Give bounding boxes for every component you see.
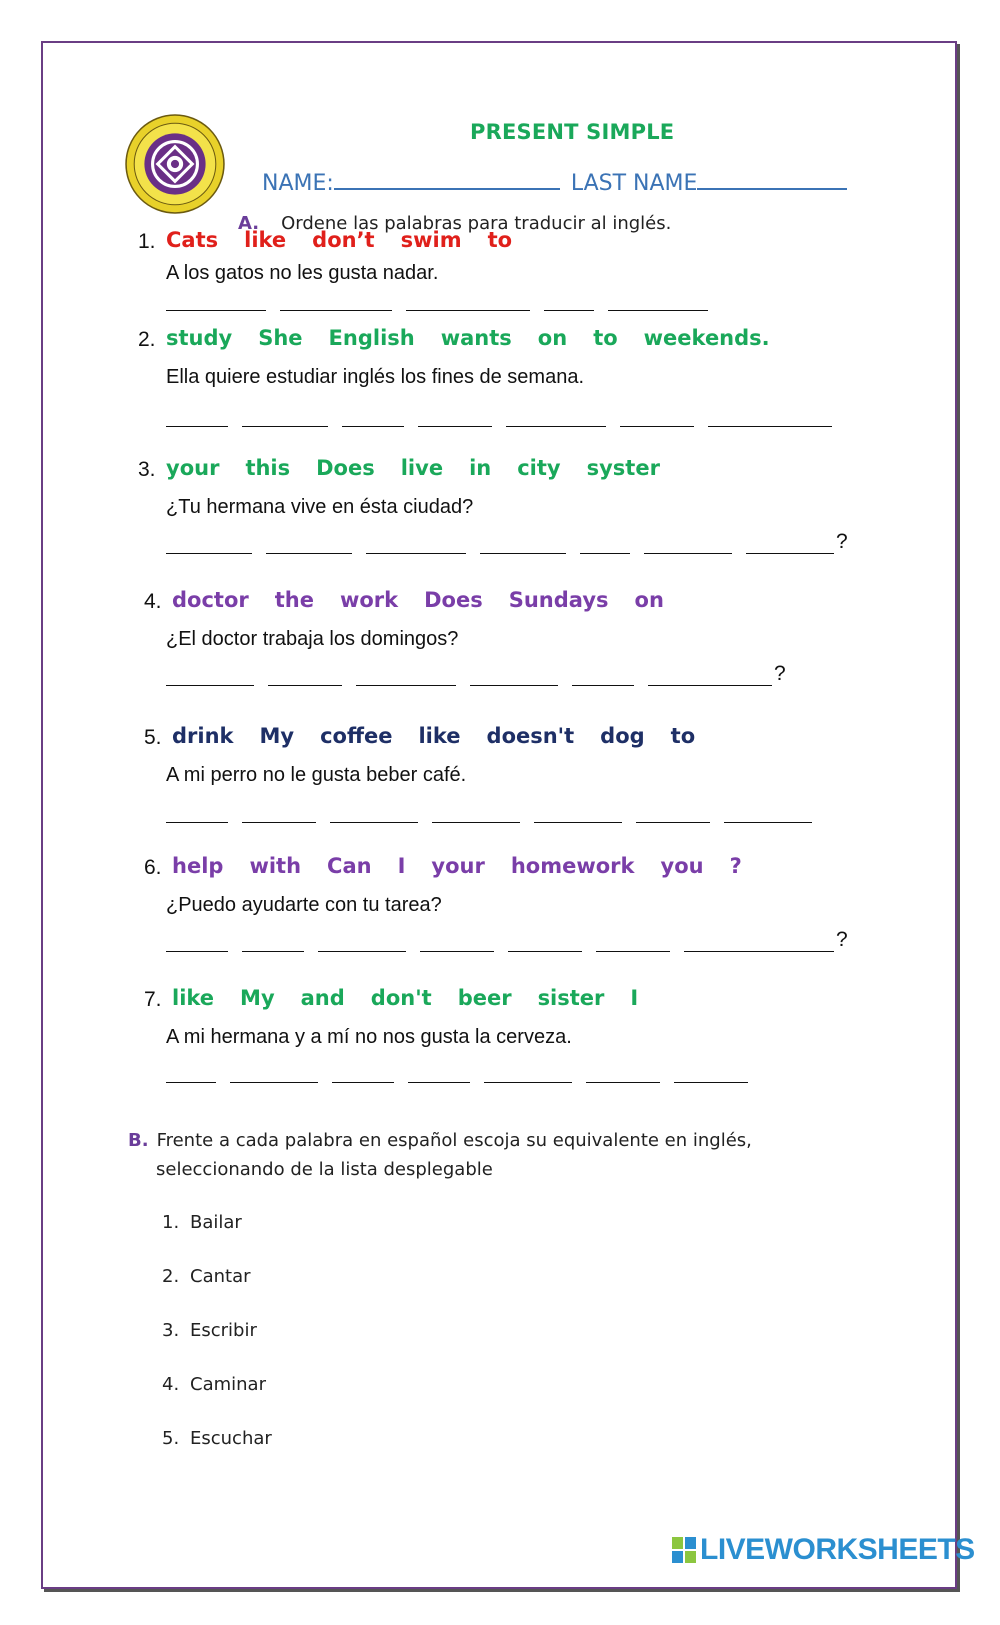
- answer-blank-input[interactable]: [484, 1062, 572, 1083]
- scrambled-words: [166, 456, 686, 480]
- answer-blanks: [166, 530, 848, 554]
- scrambled-words: [166, 326, 796, 350]
- scrambled-word: drink: [172, 724, 234, 748]
- answer-blank-input[interactable]: [596, 931, 670, 952]
- scrambled-words: [172, 854, 768, 878]
- answer-blank-input[interactable]: [608, 290, 708, 311]
- scrambled-words: [166, 228, 538, 252]
- answer-blank-input[interactable]: [544, 290, 594, 311]
- item-number: 5.: [144, 726, 162, 749]
- answer-blank-input[interactable]: [166, 406, 228, 427]
- answer-blank-input[interactable]: [166, 533, 252, 554]
- scrambled-word: like: [244, 228, 287, 252]
- answer-blanks: [166, 1062, 762, 1086]
- scrambled-word: My: [240, 986, 275, 1010]
- name-input[interactable]: [334, 166, 560, 190]
- scrambled-word: don't: [370, 986, 432, 1010]
- answer-blank-input[interactable]: [356, 665, 456, 686]
- answer-blank-input[interactable]: [166, 931, 228, 952]
- answer-blanks: [166, 802, 826, 826]
- answer-blank-input[interactable]: [432, 802, 520, 823]
- answer-blank-input[interactable]: [534, 802, 622, 823]
- scrambled-word: your: [166, 456, 220, 480]
- spanish-translation: A mi hermana y a mí no nos gusta la cerveza.: [166, 1026, 572, 1048]
- vocab-word: Cantar: [190, 1266, 251, 1287]
- scrambled-word: beer: [457, 986, 512, 1010]
- item-number: 2.: [138, 328, 156, 351]
- section-b-text-line2: seleccionando de la lista desplegable: [156, 1159, 493, 1180]
- answer-blank-input[interactable]: [580, 533, 630, 554]
- last-name-input[interactable]: [697, 166, 847, 190]
- item-number: 6.: [144, 856, 162, 879]
- answer-blanks: [166, 406, 846, 430]
- spanish-translation: ¿Tu hermana vive en ésta ciudad?: [166, 496, 474, 518]
- answer-blank-input[interactable]: [648, 665, 772, 686]
- section-a-letter: A.: [238, 213, 260, 234]
- scrambled-word: with: [249, 854, 302, 878]
- answer-blank-input[interactable]: [280, 290, 392, 311]
- answer-blank-input[interactable]: [406, 290, 530, 311]
- answer-blank-input[interactable]: [366, 533, 466, 554]
- name-row: [262, 166, 847, 196]
- scrambled-word: in: [469, 456, 492, 480]
- scrambled-word: on: [634, 588, 664, 612]
- scrambled-word: to: [670, 724, 696, 748]
- scrambled-word: swim: [400, 228, 462, 252]
- answer-blank-input[interactable]: [166, 1062, 216, 1083]
- scrambled-word: dog: [600, 724, 645, 748]
- scrambled-word: I: [630, 986, 639, 1010]
- answer-blank-input[interactable]: [418, 406, 492, 427]
- answer-blanks: [166, 662, 786, 686]
- scrambled-word: Cats: [166, 228, 219, 252]
- scrambled-word: sister: [537, 986, 605, 1010]
- vocab-item: [162, 1320, 257, 1341]
- answer-blank-input[interactable]: [318, 931, 406, 952]
- scrambled-word: to: [593, 326, 618, 350]
- item-number: 4.: [144, 590, 162, 613]
- scrambled-word: Can: [327, 854, 372, 878]
- answer-blank-input[interactable]: [332, 1062, 394, 1083]
- answer-blank-input[interactable]: [166, 665, 254, 686]
- scrambled-word: to: [487, 228, 513, 252]
- vocab-item: [162, 1212, 242, 1233]
- answer-blank-input[interactable]: [508, 931, 582, 952]
- scrambled-word: like: [172, 986, 215, 1010]
- scrambled-word: doctor: [172, 588, 249, 612]
- vocab-word: Escribir: [190, 1320, 257, 1341]
- scrambled-word: the: [274, 588, 314, 612]
- answer-blank-input[interactable]: [408, 1062, 470, 1083]
- scrambled-word: ?: [729, 854, 742, 878]
- answer-blank-input[interactable]: [266, 533, 352, 554]
- vocab-number: 4.: [162, 1374, 180, 1395]
- item-number: 3.: [138, 458, 156, 481]
- scrambled-word: this: [245, 456, 291, 480]
- spanish-translation: A mi perro no le gusta beber café.: [166, 764, 467, 786]
- answer-blank-input[interactable]: [166, 290, 266, 311]
- liveworksheets-footer: [672, 1532, 975, 1568]
- vocab-word: Bailar: [190, 1212, 242, 1233]
- item-number: 7.: [144, 988, 162, 1011]
- answer-blank-input[interactable]: [708, 406, 832, 427]
- answer-blanks: [166, 928, 848, 952]
- answer-blank-input[interactable]: [242, 931, 304, 952]
- answer-blank-input[interactable]: [330, 802, 418, 823]
- answer-blank-input[interactable]: [586, 1062, 660, 1083]
- scrambled-words: [172, 724, 721, 748]
- last-name-label: LAST NAME: [570, 171, 698, 196]
- answer-blank-input[interactable]: [674, 1062, 748, 1083]
- vocab-word: Escuchar: [190, 1428, 272, 1449]
- answer-blank-input[interactable]: [572, 665, 634, 686]
- scrambled-word: homework: [510, 854, 635, 878]
- answer-blank-input[interactable]: [506, 406, 606, 427]
- scrambled-words: [172, 986, 664, 1010]
- question-mark: ?: [774, 662, 786, 685]
- scrambled-word: study: [166, 326, 233, 350]
- school-seal-logo: [124, 113, 226, 215]
- scrambled-word: doesn't: [486, 724, 575, 748]
- scrambled-word: live: [400, 456, 444, 480]
- scrambled-word: Does: [316, 456, 375, 480]
- scrambled-word: I: [397, 854, 406, 878]
- question-mark: ?: [836, 928, 848, 951]
- scrambled-word: English: [328, 326, 415, 350]
- vocab-item: [162, 1428, 272, 1449]
- scrambled-word: like: [418, 724, 461, 748]
- scrambled-word: on: [537, 326, 568, 350]
- vocab-item: [162, 1266, 251, 1287]
- answer-blank-input[interactable]: [470, 665, 558, 686]
- section-b-text-line1: Frente a cada palabra en español escoja su equivalente en inglés,: [156, 1130, 752, 1151]
- scrambled-word: and: [300, 986, 345, 1010]
- answer-blank-input[interactable]: [636, 802, 710, 823]
- spanish-translation: A los gatos no les gusta nadar.: [166, 262, 439, 284]
- answer-blank-input[interactable]: [242, 802, 316, 823]
- scrambled-word: syster: [586, 456, 660, 480]
- spanish-translation: ¿Puedo ayudarte con tu tarea?: [166, 894, 442, 916]
- scrambled-word: don’t: [312, 228, 375, 252]
- answer-blank-input[interactable]: [644, 533, 732, 554]
- section-a-text: Ordene las palabras para traducir al inglés.: [281, 213, 672, 234]
- scrambled-word: She: [258, 326, 303, 350]
- worksheet-title: PRESENT SIMPLE: [470, 120, 675, 144]
- item-number: 1.: [138, 230, 156, 253]
- answer-blank-input[interactable]: [268, 665, 342, 686]
- spanish-translation: ¿El doctor trabaja los domingos?: [166, 628, 459, 650]
- scrambled-word: your: [431, 854, 485, 878]
- answer-blank-input[interactable]: [684, 931, 834, 952]
- scrambled-word: help: [172, 854, 224, 878]
- scrambled-word: you: [660, 854, 704, 878]
- vocab-word: Caminar: [190, 1374, 266, 1395]
- spanish-translation: Ella quiere estudiar inglés los fines de semana.: [166, 366, 585, 388]
- scrambled-word: Sundays: [508, 588, 609, 612]
- name-label: NAME:: [262, 171, 334, 196]
- vocab-number: 5.: [162, 1428, 180, 1449]
- scrambled-word: weekends.: [643, 326, 770, 350]
- section-b-instruction: [128, 1126, 752, 1184]
- answer-blank-input[interactable]: [230, 1062, 318, 1083]
- scrambled-word: coffee: [320, 724, 393, 748]
- vocab-number: 1.: [162, 1212, 180, 1233]
- scrambled-word: My: [259, 724, 295, 748]
- answer-blank-input[interactable]: [724, 802, 812, 823]
- answer-blank-input[interactable]: [420, 931, 494, 952]
- answer-blank-input[interactable]: [342, 406, 404, 427]
- vocab-number: 3.: [162, 1320, 180, 1341]
- vocab-number: 2.: [162, 1266, 180, 1287]
- section-b-letter: B.: [128, 1130, 149, 1151]
- question-mark: ?: [836, 530, 848, 553]
- vocab-item: [162, 1374, 266, 1395]
- scrambled-word: Does: [424, 588, 483, 612]
- scrambled-word: work: [339, 588, 399, 612]
- liveworksheets-brand: LIVEWORKSHEETS: [700, 1533, 975, 1566]
- liveworksheets-logo-icon: [672, 1537, 696, 1563]
- answer-blank-input[interactable]: [620, 406, 694, 427]
- answer-blank-input[interactable]: [242, 406, 328, 427]
- answer-blank-input[interactable]: [166, 802, 228, 823]
- answer-blank-input[interactable]: [480, 533, 566, 554]
- answer-blank-input[interactable]: [746, 533, 834, 554]
- answer-blanks: [166, 290, 722, 314]
- scrambled-word: city: [517, 456, 561, 480]
- scrambled-word: wants: [440, 326, 512, 350]
- scrambled-words: [172, 588, 690, 612]
